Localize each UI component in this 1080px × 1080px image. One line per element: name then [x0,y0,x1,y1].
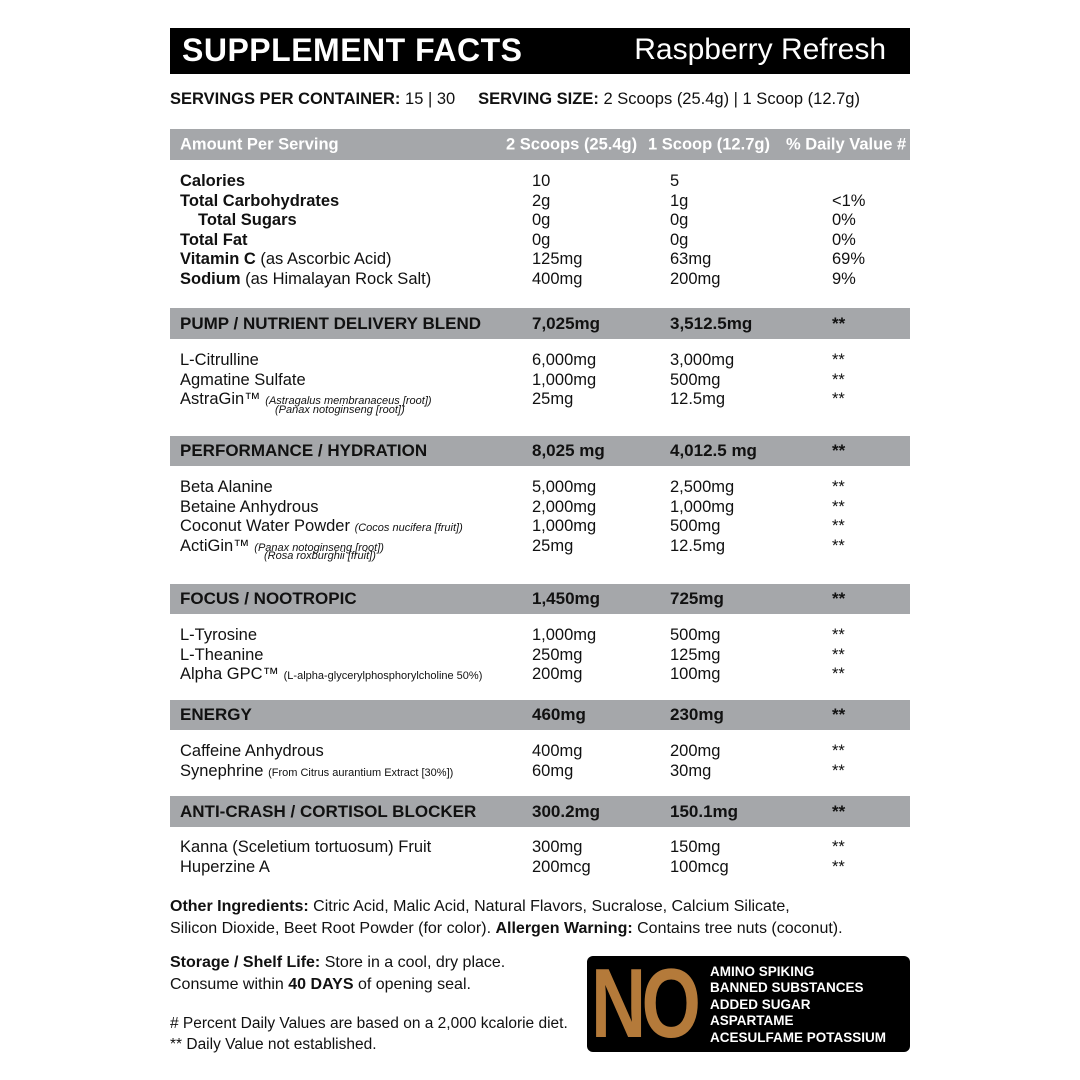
blend-daily-value: ** [832,589,846,608]
value-one-scoop: 150mg [670,838,721,856]
ingredient-name: Synephrine [180,762,264,780]
nutrition-row [180,172,900,192]
ingredient-source: (L-alpha-glycerylphosphorylcholine 50%) [283,670,483,682]
blend-value-one-scoop: 725mg [670,589,724,608]
ingredient-source: (Cocos nucifera [fruit]) [354,522,463,534]
daily-value: ** [832,536,845,555]
nutrition-row [180,192,900,212]
value-one-scoop: 12.5mg [670,390,726,408]
servings-per-container-label: SERVINGS PER CONTAINER: [170,90,401,108]
blend-value-one-scoop: 150.1mg [670,801,739,821]
nutrient-note: (as Himalayan Rock Salt) [245,269,432,288]
other-ingredients-text: Citric Acid, Malic Acid, Natural Flavors, Sucralose, Calcium Silicate, [313,898,790,915]
value-two-scoops: 25mg [532,390,574,408]
ingredient-source: (Panax notoginseng [root]) [254,541,384,554]
value-two-scoops: 400mg [532,742,583,760]
blend-header [170,700,910,730]
ingredient-row [180,858,900,878]
ingredient-name: Betaine Anhydrous [180,497,319,516]
daily-value-header: % Daily Value # [786,135,907,153]
value-two-scoops: 10 [532,172,551,190]
blend-daily-value: ** [832,705,846,724]
flavor-name: Raspberry Refresh [634,33,886,66]
value-one-scoop: 1,000mg [670,497,735,516]
footnote-daily-value: # Percent Daily Values are based on a 2,000 kcalorie diet. [170,1015,568,1032]
ingredient-row [180,478,900,498]
blend-name: ANTI-CRASH / CORTISOL BLOCKER [180,801,477,821]
serving-size-label: SERVING SIZE: [478,90,599,108]
daily-value: 0% [832,211,856,229]
other-ingredients-text-2: Silicon Dioxide, Beet Root Powder (for color). [170,920,492,937]
servings-line [170,90,860,109]
value-two-scoops: 5,000mg [532,478,597,496]
no-list-item: BANNED SUBSTANCES [710,980,864,996]
ingredient-name: Beta Alanine [180,478,273,496]
nutrient-note: (as Ascorbic Acid) [260,250,392,268]
blend-value-two-scoops: 300.2mg [532,801,601,821]
value-one-scoop: 500mg [670,370,721,389]
serving-size-value: 2 Scoops (25.4g) | 1 Scoop (12.7g) [603,90,860,108]
footnotes [170,1013,590,1055]
no-list [710,964,886,1046]
blend-value-one-scoop: 3,512.5mg [670,313,753,333]
blend-header [170,796,910,827]
blend-name: PUMP / NUTRIENT DELIVERY BLEND [180,313,481,333]
ingredient-source-text: (Rosa roxburghii [fruit]) [264,550,376,562]
value-one-scoop: 100mg [670,665,721,683]
daily-value: ** [832,742,845,760]
value-two-scoops: 1,000mg [532,626,597,644]
no-list-item: AMINO SPIKING [710,964,815,979]
ingredient-source-2 [264,551,376,562]
ingredient-source-text: (Panax notoginseng [root]) [275,404,405,416]
daily-value: ** [832,351,845,369]
value-two-scoops: 0g [532,211,551,229]
value-two-scoops: 300mg [532,838,583,856]
value-one-scoop: 0g [670,211,689,229]
value-one-scoop: 125mg [670,645,721,664]
title-bar [170,28,910,74]
value-one-scoop: 100mcg [670,858,729,876]
value-one-scoop: 30mg [670,762,712,780]
ingredient-name: AstraGin™ [180,390,261,408]
nutrient-name: Total Carbohydrates [180,191,340,210]
value-two-scoops: 0g [532,230,551,249]
ingredient-row [180,665,900,685]
table-header [170,129,910,160]
value-two-scoops: 400mg [532,269,583,288]
no-logo-glyph: NO [591,948,697,1058]
value-one-scoop: 0g [670,230,689,249]
ingredient-row [180,498,900,518]
allergen-warning-text: Contains tree nuts (coconut). [637,920,843,937]
ingredient-name: L-Theanine [180,645,264,664]
nutrition-row [180,250,900,270]
amount-per-serving-header: Amount Per Serving [180,135,339,153]
storage-info [170,952,590,996]
blend-value-two-scoops: 1,450mg [532,589,601,608]
nutrient-name: Vitamin C [180,250,256,268]
nutrition-row [180,231,900,251]
daily-value: ** [832,478,845,496]
blend-header [170,436,910,466]
value-two-scoops: 200mg [532,665,583,683]
ingredient-name: Coconut Water Powder [180,517,350,535]
blend-header [170,308,910,339]
value-one-scoop: 5 [670,172,680,190]
no-list-item: ASPARTAME [710,1013,794,1029]
value-two-scoops: 6,000mg [532,351,597,369]
ingredient-name: Huperzine A [180,858,270,876]
blend-daily-value: ** [832,313,846,333]
ingredient-row [180,742,900,762]
daily-value: ** [832,370,845,389]
value-one-scoop: 500mg [670,626,721,644]
no-list-item: ACESULFAME POTASSIUM [710,1029,887,1045]
storage-days: 40 DAYS [288,976,354,993]
two-scoops-header: 2 Scoops (25.4g) [506,135,638,153]
one-scoop-header: 1 Scoop (12.7g) [648,135,770,153]
blend-header [170,584,910,614]
blend-name: ENERGY [180,705,252,724]
daily-value: ** [832,517,845,535]
ingredient-source-2 [275,405,405,416]
label-title: SUPPLEMENT FACTS [182,32,523,68]
blend-daily-value: ** [832,441,846,460]
nutrition-row [180,270,900,290]
daily-value: ** [832,626,845,644]
blend-value-one-scoop: 230mg [670,705,724,724]
value-two-scoops: 250mg [532,645,583,664]
other-ingredients-label: Other Ingredients: [170,898,309,915]
storage-text: Store in a cool, dry place. [324,954,506,971]
nutrition-row [180,211,900,231]
ingredient-row [180,646,900,666]
no-list-item: ADDED SUGAR [710,996,811,1012]
daily-value: 9% [832,269,856,288]
allergen-warning-label: Allergen Warning: [495,920,633,937]
daily-value: ** [832,838,845,856]
storage-label: Storage / Shelf Life: [170,954,321,971]
daily-value: 0% [832,230,856,249]
blend-value-two-scoops: 460mg [532,705,586,724]
daily-value: <1% [832,191,866,210]
daily-value: ** [832,858,845,876]
value-one-scoop: 12.5mg [670,536,726,555]
ingredient-row [180,351,900,371]
ingredient-row [180,762,900,782]
daily-value: ** [832,390,845,408]
value-two-scoops: 2,000mg [532,497,597,516]
ingredient-name: ActiGin™ [180,536,250,555]
value-two-scoops: 125mg [532,250,583,268]
storage-text-2-pre: Consume within [170,976,284,993]
blend-name: PERFORMANCE / HYDRATION [180,441,428,460]
ingredient-name: L-Tyrosine [180,626,258,644]
ingredient-name: Kanna (Sceletium tortuosum) Fruit [180,838,432,856]
ingredient-source: (From Citrus aurantium Extract [30%]) [268,767,454,779]
other-ingredients [170,896,910,940]
value-two-scoops: 200mcg [532,858,591,876]
daily-value: ** [832,762,845,780]
servings-per-container-value: 15 | 30 [405,90,456,108]
ingredient-name: Caffeine Anhydrous [180,742,324,760]
value-one-scoop: 200mg [670,742,721,760]
value-one-scoop: 2,500mg [670,478,735,496]
daily-value: ** [832,497,845,516]
nutrient-name: Sodium [180,269,241,288]
value-one-scoop: 200mg [670,269,721,288]
ingredient-row [180,371,900,391]
blend-value-two-scoops: 8,025 mg [532,441,605,460]
nutrient-name: Total Sugars [198,211,297,229]
nutrient-name: Total Fat [180,230,248,249]
daily-value: 69% [832,250,866,268]
nutrient-name: Calories [180,172,246,190]
ingredient-name: Alpha GPC™ [180,665,280,683]
ingredient-source: (Astragalus membranaceus [root]) [265,395,432,407]
blend-value-two-scoops: 7,025mg [532,313,601,333]
no-badge [587,948,910,1058]
value-one-scoop: 63mg [670,250,712,268]
value-one-scoop: 500mg [670,517,721,535]
footnote-not-established: ** Daily Value not established. [170,1036,377,1053]
storage-text-2-post: of opening seal. [357,976,471,993]
daily-value: ** [832,645,845,664]
ingredient-row [180,838,900,858]
value-one-scoop: 1g [670,191,689,210]
value-two-scoops: 1,000mg [532,370,597,389]
blend-daily-value: ** [832,801,846,821]
daily-value: ** [832,665,845,683]
value-two-scoops: 25mg [532,536,574,555]
ingredient-row [180,517,900,537]
value-two-scoops: 2g [532,191,551,210]
ingredient-name: Agmatine Sulfate [180,370,306,389]
ingredient-row [180,626,900,646]
ingredient-name: L-Citrulline [180,351,259,369]
value-two-scoops: 60mg [532,762,574,780]
value-two-scoops: 1,000mg [532,517,597,535]
value-one-scoop: 3,000mg [670,351,735,369]
blend-value-one-scoop: 4,012.5 mg [670,441,757,460]
blend-name: FOCUS / NOOTROPIC [180,589,357,608]
